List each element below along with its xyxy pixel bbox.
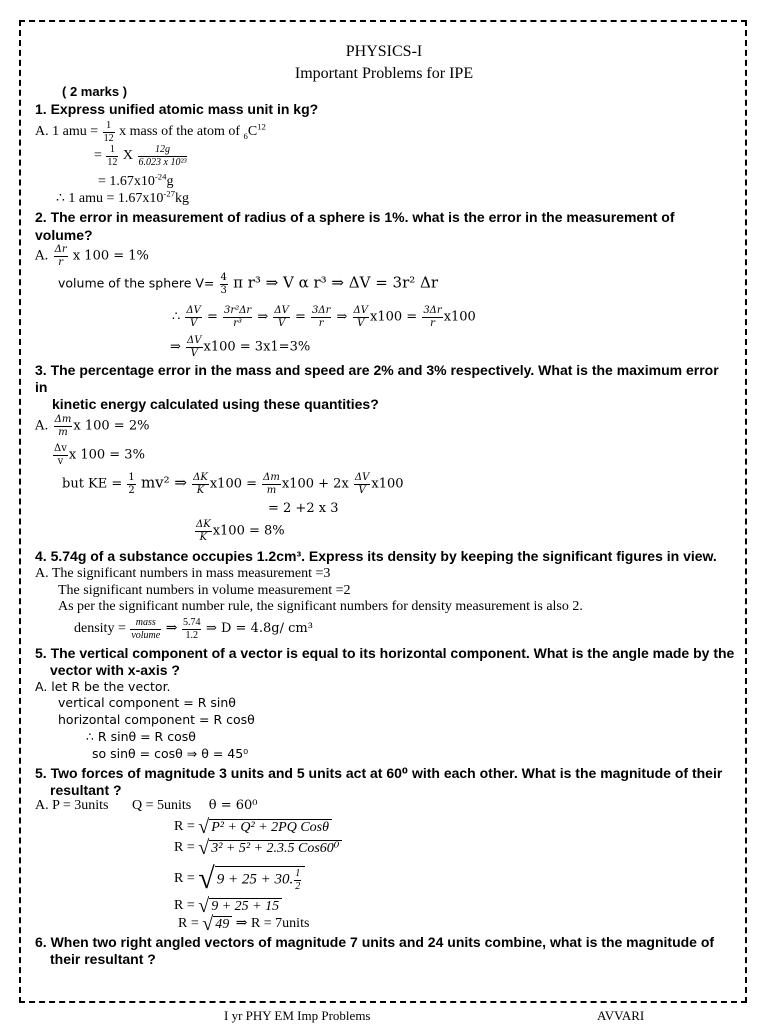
q1-carbon-pre: 6 bbox=[243, 131, 248, 142]
q1-frac-12g: $\frac{12g}{\text{6.023 x 10²³}}$ bbox=[138, 144, 187, 168]
q3-question-l2: in bbox=[35, 379, 48, 395]
q1-answer-line1 bbox=[35, 120, 266, 144]
q3-answer-line5: $\frac{\Delta K}{K}$ x100 = 8% bbox=[196, 519, 285, 543]
q5a-answer-2: vertical component = R sinθ bbox=[58, 695, 236, 710]
q2-answer-line3: ∴ $\frac{\Delta V}{V}$ = $\frac{\text{3r²Δr}}{\text{r³}}$ ⇒ $\frac{\Delta V}{V}$ = $\frac{3\Delta r}{r}$ ⇒ $\frac{\Delta V}{V}$ x100 = $\frac{3\Delta r}{r}$ x100 bbox=[172, 305, 476, 329]
q4-answer-2: The significant numbers in volume measurement =2 bbox=[58, 583, 351, 598]
q5b-step1: R = √ P² + Q² + 2PQ Cosθ bbox=[174, 817, 332, 837]
q5a-answer-3: horizontal component = R cosθ bbox=[58, 712, 255, 727]
q1-a-prefix: A. 1 amu = bbox=[35, 124, 99, 140]
q6-question-l1: 6. When two right angled vectors of magnitude 7 units and 24 units combine, what is the magnitude of bbox=[35, 934, 715, 950]
q3-question-l1: 3. The percentage error in the mass and speed are 2% and 3% respectively. What is the maximum error bbox=[35, 362, 719, 378]
q5b-given: A. P = 3units Q = 5units θ = 60⁰ bbox=[35, 798, 258, 813]
q2-answer-line1: A. $\frac{\Delta r}{r}$ x 100 = 1% bbox=[35, 244, 149, 268]
q1-carbon: C bbox=[247, 124, 258, 140]
footer-left: I yr PHY EM Imp Problems bbox=[224, 1008, 371, 1023]
q6-question-l2: their resultant ? bbox=[50, 951, 156, 967]
q1-carbon-sup: 12 bbox=[257, 121, 266, 132]
page-title: PHYSICS-I bbox=[345, 43, 423, 60]
q3-answer-line2: $\frac{\Delta v}{v}$ x 100 = 3% bbox=[54, 443, 145, 467]
q4-answer-1: A. The significant numbers in mass measurement =3 bbox=[35, 566, 331, 581]
q3-answer-line1: A. $\frac{\Delta m}{m}$ x 100 = 2% bbox=[35, 414, 150, 438]
q2-answer-line4: ⇒ $\frac{\Delta V}{V}$ x100 = 3x1=3% bbox=[170, 335, 311, 359]
q4-answer-density: density = mass volume ⇒ $\frac{5.74}{1.2}$ ⇒ D = 4.8g/ cm³ bbox=[74, 617, 313, 641]
q2-frac-4-3: $\frac{4}{3}$ bbox=[220, 272, 227, 296]
q1-question: 1. Express unified atomic mass unit in kg? bbox=[35, 101, 319, 117]
q1-step2-eq: = bbox=[94, 148, 102, 164]
q3-answer-line3: but KE = $\frac{1}{2}$ mv² ⇒ $\frac{\Delta K}{K}$ x100 = $\frac{\Delta m}{m}$ x100 + 2x $\frac{\Delta V}{V}$ x100 bbox=[62, 472, 404, 496]
q5a-answer-5: so sinθ = cosθ ⇒ θ = 45⁰ bbox=[92, 746, 249, 761]
q1-frac-1-12b: $\frac{1}{12}$ bbox=[107, 144, 118, 168]
q4-question: 4. 5.74g of a substance occupies 1.2cm³. Express its density by keeping the significant figures in view. bbox=[35, 548, 717, 564]
q3-question-l3: kinetic energy calculated using these quantities? bbox=[52, 396, 379, 412]
q1-frac-1-12: $\frac{1}{12}$ bbox=[103, 120, 114, 144]
q1-answer-line4: ∴ 1 amu = $1.67x10^{-27}kg$ bbox=[56, 188, 189, 206]
q3-answer-line4: = 2 +2 x 3 bbox=[268, 501, 339, 516]
marks-label: ( 2 marks ) bbox=[62, 84, 128, 99]
q5b-step4: R = √ 9 + 25 + 15 bbox=[174, 896, 282, 916]
q1-a-suffix: x mass of the atom of bbox=[119, 124, 241, 140]
footer-right: AVVARI bbox=[597, 1008, 645, 1023]
q2-frac-dr: $\frac{\Delta r}{r}$ bbox=[54, 244, 67, 268]
q1-step2-x: X bbox=[122, 148, 134, 164]
q5a-answer-1: A. let R be the vector. bbox=[35, 679, 171, 694]
q5a-question-l2: vector with x-axis ? bbox=[50, 662, 180, 678]
q5b-step5: R = √ 49 ⇒ R = 7units bbox=[178, 913, 310, 935]
q5b-step2: R = √ 3² + 5² + 2.3.5 Cos60⁰ bbox=[174, 838, 342, 858]
q5b-question-l1: 5. Two forces of magnitude 3 units and 5 units act at 60⁰ with each other. What is the magnitude of their bbox=[35, 765, 723, 781]
q1-answer-line2 bbox=[94, 144, 188, 168]
q5a-question-l1: 5. The vertical component of a vector is equal to its horizontal component. What is the angle made by the bbox=[35, 645, 735, 661]
q5b-question-l2: resultant ? bbox=[50, 782, 122, 798]
q2-question-l1: 2. The error in measurement of radius of a sphere is 1%. what is the error in the measurement of bbox=[35, 209, 675, 225]
q4-answer-3: As per the significant number rule, the significant numbers for density measurement is also 2. bbox=[58, 599, 583, 614]
page-subtitle: Important Problems for IPE bbox=[294, 65, 474, 82]
q5a-answer-4: ∴ R sinθ = R cosθ bbox=[86, 729, 196, 744]
q1-answer-line3: = $1.67x10^{-24}g$ bbox=[98, 171, 174, 189]
q2-question-l2: volume? bbox=[35, 227, 93, 243]
q2-answer-line2: volume of the sphere V= $\frac{4}{3}$ π r³ ⇒ V α r³ ⇒ ΔV = 3r² Δr bbox=[58, 272, 439, 296]
q5b-step3: R = √ 9 + 25 + 30. $\frac{1}{2}$ bbox=[174, 864, 305, 894]
